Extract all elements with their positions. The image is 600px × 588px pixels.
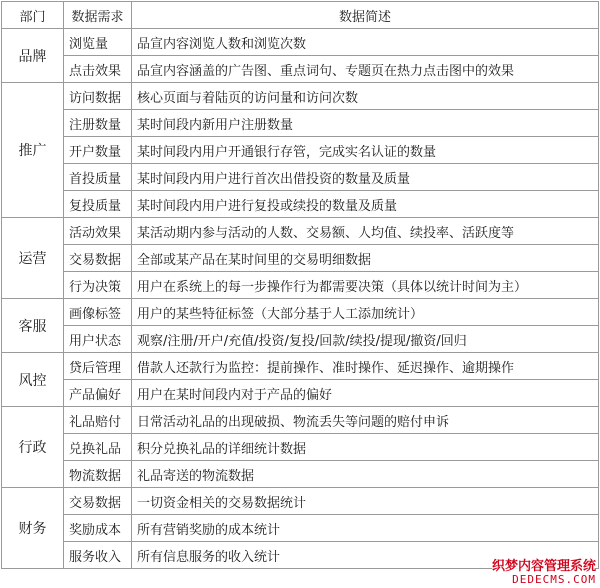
desc-cell: 品宣内容浏览人数和浏览次数 (132, 29, 599, 56)
desc-cell: 用户的某些特征标签（大部分基于人工添加统计） (132, 299, 599, 326)
table-row (2, 299, 599, 326)
need-cell: 行为决策 (64, 272, 132, 299)
watermark (492, 560, 596, 586)
desc-cell: 核心页面与着陆页的访问量和访问次数 (132, 83, 599, 110)
need-cell: 贷后管理 (64, 353, 132, 380)
table-row (2, 137, 599, 164)
data-requirements-table (1, 1, 599, 569)
table-row (2, 29, 599, 56)
need-cell: 画像标签 (64, 299, 132, 326)
desc-cell: 全部或某产品在某时间里的交易明细数据 (132, 245, 599, 272)
desc-cell: 品宣内容涵盖的广告图、重点词句、专题页在热力点击图中的效果 (132, 56, 599, 83)
table-row (2, 245, 599, 272)
dept-cell: 运营 (2, 218, 64, 299)
need-cell: 物流数据 (64, 461, 132, 488)
desc-cell: 用户在系统上的每一步操作行为都需要决策（具体以统计时间为主） (132, 272, 599, 299)
desc-cell: 一切资金相关的交易数据统计 (132, 488, 599, 515)
desc-cell: 某活动期内参与活动的人数、交易额、人均值、续投率、活跃度等 (132, 218, 599, 245)
table-row (2, 83, 599, 110)
desc-cell: 借款人还款行为监控：提前操作、准时操作、延迟操作、逾期操作 (132, 353, 599, 380)
need-cell: 复投质量 (64, 191, 132, 218)
header-need: 数据需求 (64, 2, 132, 29)
table-row (2, 218, 599, 245)
desc-cell: 某时间段内用户开通银行存管，完成实名认证的数量 (132, 137, 599, 164)
desc-cell: 礼品寄送的物流数据 (132, 461, 599, 488)
desc-cell: 某时间段内新用户注册数量 (132, 110, 599, 137)
table-row (2, 164, 599, 191)
need-cell: 礼品赔付 (64, 407, 132, 434)
dept-cell: 风控 (2, 353, 64, 407)
desc-cell: 日常活动礼品的出现破损、物流丢失等问题的赔付申诉 (132, 407, 599, 434)
table-row (2, 461, 599, 488)
dept-cell: 推广 (2, 83, 64, 218)
desc-cell: 某时间段内用户进行复投或续投的数量及质量 (132, 191, 599, 218)
table-row (2, 272, 599, 299)
header-desc: 数据简述 (132, 2, 599, 29)
need-cell: 首投质量 (64, 164, 132, 191)
desc-cell: 观察/注册/开户/充值/投资/复投/回款/续投/提现/撤资/回归 (132, 326, 599, 353)
desc-cell: 某时间段内用户进行首次出借投资的数量及质量 (132, 164, 599, 191)
need-cell: 奖励成本 (64, 515, 132, 542)
desc-cell: 所有营销奖励的成本统计 (132, 515, 599, 542)
need-cell: 点击效果 (64, 56, 132, 83)
need-cell: 活动效果 (64, 218, 132, 245)
desc-cell: 所有信息服务的收入统计 (132, 542, 599, 569)
need-cell: 用户状态 (64, 326, 132, 353)
dept-cell: 行政 (2, 407, 64, 488)
need-cell: 注册数量 (64, 110, 132, 137)
watermark-url: DEDECMS.COM (512, 572, 596, 586)
table-row (2, 488, 599, 515)
desc-cell: 用户在某时间段内对于产品的偏好 (132, 380, 599, 407)
table-row (2, 110, 599, 137)
header-row (2, 2, 599, 29)
table-row (2, 56, 599, 83)
table-row (2, 326, 599, 353)
dept-cell: 品牌 (2, 29, 64, 83)
need-cell: 兑换礼品 (64, 434, 132, 461)
watermark-title: 织梦内容管理系统 (491, 558, 596, 574)
desc-cell: 积分兑换礼品的详细统计数据 (132, 434, 599, 461)
dept-cell: 客服 (2, 299, 64, 353)
table-row (2, 407, 599, 434)
need-cell: 交易数据 (64, 488, 132, 515)
table-row (2, 191, 599, 218)
header-dept: 部门 (2, 2, 64, 29)
table-row (2, 353, 599, 380)
need-cell: 浏览量 (64, 29, 132, 56)
table-row (2, 515, 599, 542)
need-cell: 访问数据 (64, 83, 132, 110)
dept-cell: 财务 (2, 488, 64, 569)
need-cell: 产品偏好 (64, 380, 132, 407)
need-cell: 交易数据 (64, 245, 132, 272)
need-cell: 开户数量 (64, 137, 132, 164)
table-row (2, 434, 599, 461)
need-cell: 服务收入 (64, 542, 132, 569)
table-row (2, 380, 599, 407)
